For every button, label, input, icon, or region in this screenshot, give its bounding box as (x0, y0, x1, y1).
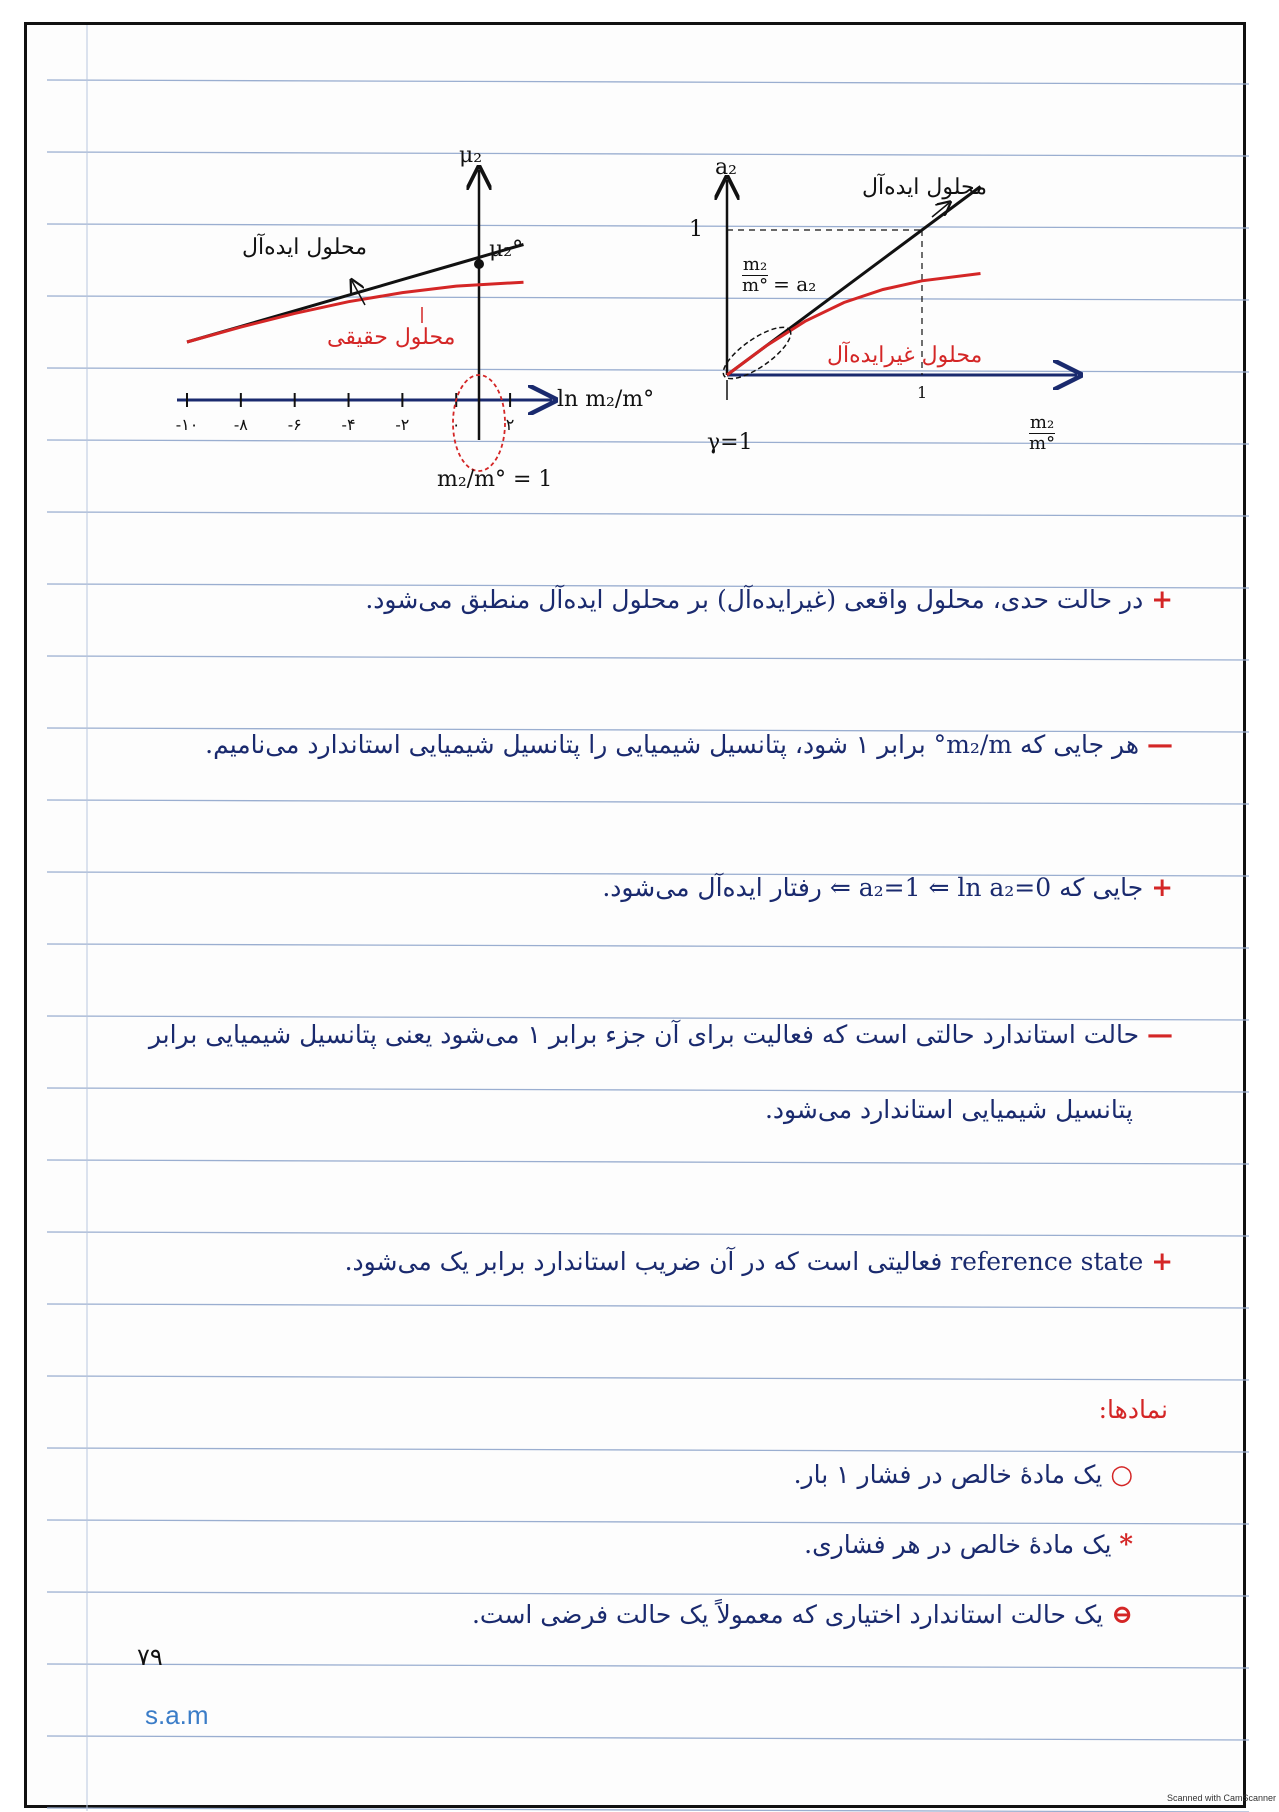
right-ideal-label: محلول ایده‌آل (862, 175, 988, 200)
x-tick-label: ۲ (505, 415, 515, 434)
rule-line (47, 1304, 1249, 1308)
rule-line (47, 1232, 1249, 1236)
right-y-axis-label: a₂ (715, 155, 737, 180)
gamma-label: γ=1 (707, 430, 753, 455)
plimsoll-symbol: ⊖ (1111, 1600, 1133, 1630)
eq-numerator: m₂ (742, 254, 768, 275)
rule-line (47, 1160, 1249, 1164)
x-tick-label: -۸ (233, 415, 248, 434)
line-text: پتانسیل شیمیایی استاندارد می‌شود. (764, 1095, 1133, 1124)
left-chart (157, 155, 577, 455)
line-text: جایی که a₂=1 ⇐ ln a₂=0 ⇐ رفتار ایده‌آل می‌شود. (602, 873, 1144, 902)
x-tick-label: ۰ (451, 415, 461, 434)
bullet-dash: — (1147, 730, 1173, 760)
x-tick-label: -۱۰ (175, 415, 199, 434)
activity-equation (742, 255, 816, 296)
line-text: حالت استاندارد حالتی است که فعالیت برای آن جزء برابر ۱ می‌شود یعنی پتانسیل شیمیایی برابر (148, 1020, 1140, 1049)
symbol-row-3 (472, 1600, 1133, 1630)
right-y-tick: 1 (689, 217, 703, 242)
rule-line (47, 1808, 1249, 1812)
bullet-plus: + (1151, 873, 1173, 903)
line-text: reference state فعالیتی است که در آن ضریب استاندارد برابر یک می‌شود. (344, 1247, 1144, 1276)
notebook-page (24, 22, 1277, 1808)
rule-line (47, 656, 1249, 660)
degree-symbol: ○ (1110, 1460, 1133, 1490)
eq-denominator: m° (742, 275, 769, 296)
standard-point (474, 259, 484, 269)
page-number: ۷۹ (137, 1643, 163, 1671)
footer-signature: s.a.m (145, 1700, 209, 1730)
left-ideal-label: محلول ایده‌آل (242, 235, 368, 260)
rule-line (47, 944, 1249, 948)
text-line-3 (602, 873, 1173, 903)
symbol-text: یک حالت استاندارد اختیاری که معمولاً یک حالت فرضی است. (471, 1600, 1104, 1629)
asterisk-symbol: * (1119, 1530, 1133, 1560)
left-x-axis-label: ln m₂/m° (557, 387, 655, 412)
text-line-1 (365, 585, 1173, 615)
x-numerator: m₂ (1029, 412, 1055, 433)
rule-line (47, 1376, 1249, 1380)
right-x-axis-label (1029, 413, 1055, 454)
line-text: در حالت حدی، محلول واقعی (غیرایده‌آل) بر محلول ایده‌آل منطبق می‌شود. (365, 585, 1144, 614)
symbol-row-2 (804, 1530, 1133, 1560)
rule-line (47, 800, 1249, 804)
symbol-text: یک مادهٔ خالص در فشار ۱ بار. (793, 1460, 1103, 1489)
right-x-tick: 1 (917, 383, 928, 402)
symbol-text: یک مادهٔ خالص در هر فشاری. (804, 1530, 1112, 1559)
symbols-title: نمادها: (1098, 1395, 1168, 1424)
scanner-watermark: Scanned with CamScanner (1167, 1793, 1277, 1803)
rule-line (47, 512, 1249, 516)
symbol-row-1 (794, 1460, 1133, 1490)
eq-rhs: = a₂ (773, 272, 817, 296)
rule-line (47, 80, 1249, 84)
rule-line (47, 1448, 1249, 1452)
rule-line (47, 1664, 1249, 1668)
left-note: m₂/m° = 1 (437, 467, 553, 492)
x-denominator: m° (1029, 433, 1056, 454)
x-tick-label: -۲ (395, 415, 410, 434)
rule-line (47, 1592, 1249, 1596)
mu-standard-label: μ₂° (489, 237, 524, 262)
rule-line (47, 1088, 1249, 1092)
text-line-2 (205, 730, 1173, 760)
x-tick-label: -۴ (341, 415, 356, 434)
bullet-plus: + (1151, 1247, 1173, 1277)
left-real-label: محلول حقیقی (327, 325, 456, 350)
line-text: هر جایی که m₂/m° برابر ۱ شود، پتانسیل شیمیایی را پتانسیل شیمیایی استاندارد می‌نامیم. (205, 730, 1140, 759)
x-tick-label: -۶ (287, 415, 302, 434)
rule-line (47, 1736, 1249, 1740)
rule-line (47, 1520, 1249, 1524)
bullet-dash: — (1147, 1020, 1173, 1050)
text-line-5 (765, 1095, 1133, 1124)
left-y-axis-label: μ₂ (459, 143, 483, 168)
right-nonideal-label: محلول غیرایده‌آل (827, 343, 983, 368)
text-line-6 (345, 1247, 1173, 1277)
text-line-4 (149, 1020, 1173, 1050)
bullet-plus: + (1151, 585, 1173, 615)
